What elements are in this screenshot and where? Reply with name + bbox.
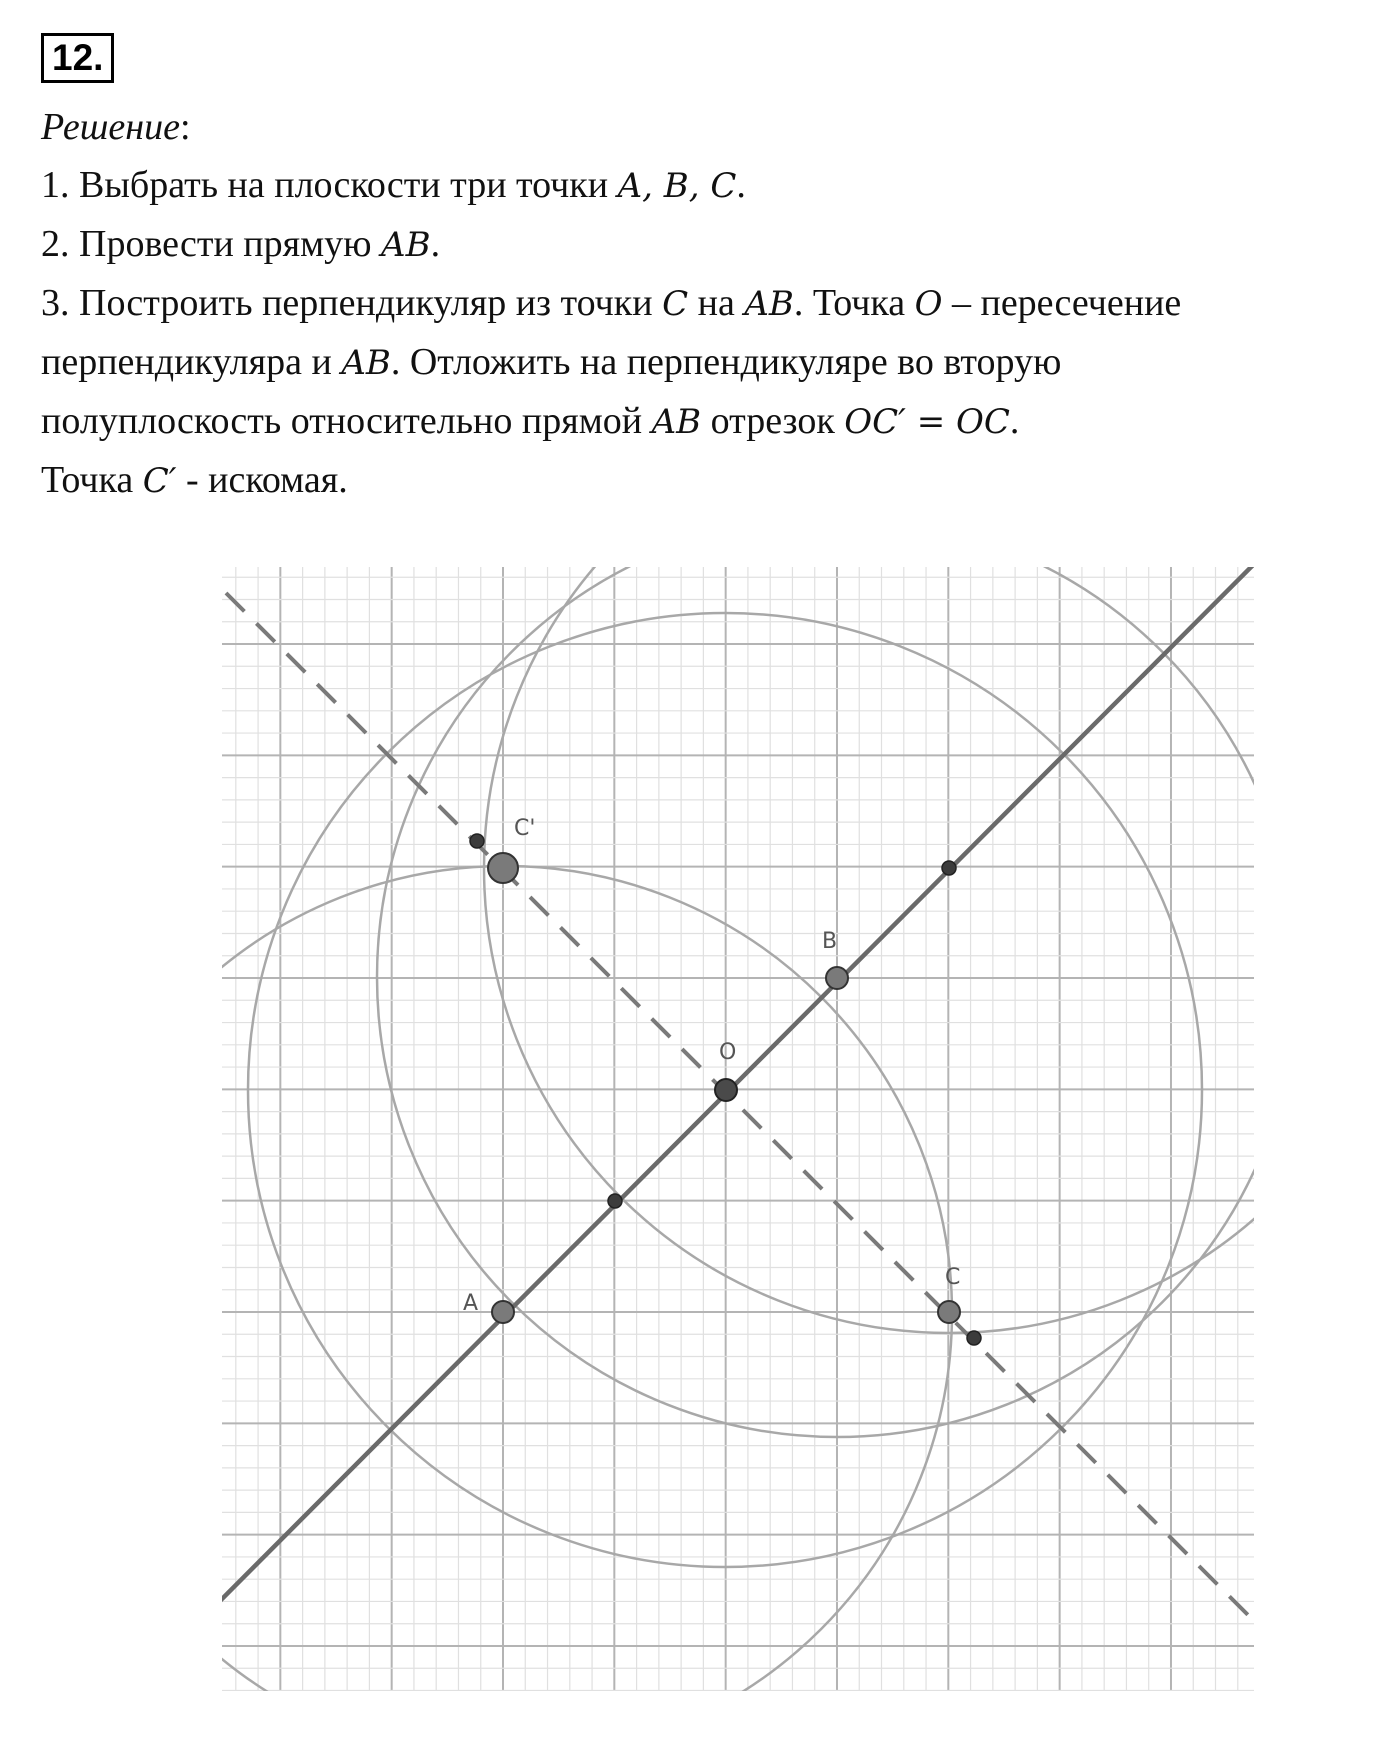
problem-number: 12. [41,33,114,83]
compass-arcs [58,403,1400,1741]
step-3-math-ab: AB [744,284,794,324]
point-c-prime [488,853,518,883]
step-3-text-d: – пересечение [942,282,1182,324]
point-o [715,1079,737,1101]
step-2-text: 2. Провести прямую [41,223,382,265]
step-3-text-g: полуплоскость относительно прямой [41,400,652,442]
step-3-math-equality: OC′ = OC [844,402,1010,442]
step-3-text-a: 3. Построить перпендикуляр из точки [41,282,663,324]
step-3-text-i: . [1009,400,1020,442]
point-b [826,967,848,989]
step-1-text: 1. Выбрать на плоскости три точки [41,164,618,206]
label-a: A [463,1291,479,1316]
label-o: O [719,1040,737,1065]
aux-point-top-right [942,861,956,875]
step-3-math-c: C [662,284,689,324]
step-3-text-f: . Отложить на перпендикуляре во вторую [390,341,1062,383]
step-1-math: A, B, C [617,166,737,206]
step-3-text-h: отрезок [701,400,845,442]
perpendicular-line [226,593,1266,1633]
solution-label: Решение [41,106,180,148]
point-labels [463,816,960,1316]
aux-point-middle [608,1194,622,1208]
step-3-text-b: на [688,282,745,324]
figure-area [58,403,1400,1741]
step-2-suffix: . [430,223,441,265]
point-a [492,1301,514,1323]
step-3-math-o: O [914,284,943,324]
aux-point-bottom-right [967,1331,981,1345]
conclusion-suffix: - искомая. [176,459,348,501]
label-b: B [822,929,838,954]
step-1-suffix: . [736,164,746,206]
conclusion-text: Точка [41,459,143,501]
step-3-math-ab-3: AB [651,402,702,442]
grid [214,555,1254,1691]
step-2-math: AB [381,225,431,265]
point-c [938,1301,960,1323]
label-c: C [945,1265,961,1290]
solution-colon: : [179,106,191,148]
label-c-prime: C' [514,816,536,841]
step-3-math-ab-2: AB [341,343,391,383]
conclusion-math: C′ [142,461,177,501]
aux-point-top-left [470,834,484,848]
step-3-text-e: перпендикуляра и [41,341,342,383]
step-3-text-c: . Точка [793,282,915,324]
